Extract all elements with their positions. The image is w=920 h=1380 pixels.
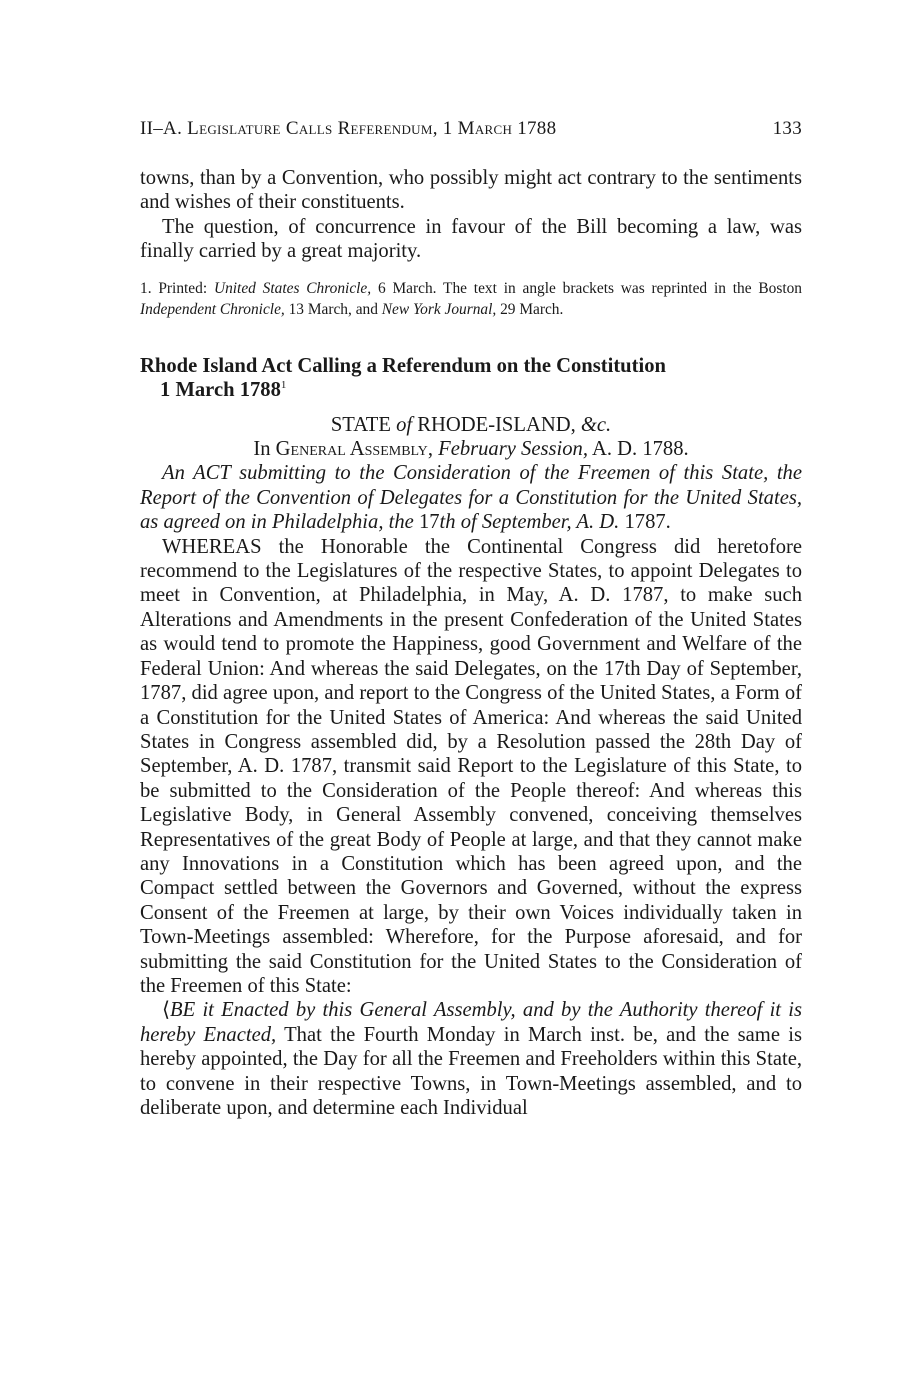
footnote-source-2: Independent Chronicle, — [140, 300, 285, 318]
section-heading — [140, 354, 802, 402]
heading-date: 1 March 1788 — [160, 378, 281, 401]
enactment-paragraph — [140, 998, 802, 1120]
running-head — [140, 118, 802, 140]
assembly-name: General Assembly — [275, 438, 428, 461]
state-of: of — [396, 413, 413, 436]
assembly-year: A. D. 1788. — [587, 438, 689, 461]
act-title-month: th of September, A. D. — [439, 511, 625, 534]
act-title-year: 1787. — [624, 511, 671, 534]
assembly-caption — [140, 437, 802, 461]
enactment-clause: BE it Enacted by this General Assembly, and by the Authority thereof it is hereby Enacted, — [140, 999, 802, 1046]
assembly-session: February Session, — [438, 438, 588, 461]
act-title-text: An ACT submitting to the Consideration of the Freemen of this State, the Report of the Convention of Delegates for a Constitution for the United States, as agreed on in Philadelphia, the — [140, 462, 802, 534]
assembly-in: In — [253, 438, 276, 461]
page-number: 133 — [772, 118, 802, 139]
act-title — [140, 461, 802, 534]
heading-line-2 — [140, 378, 802, 402]
continuation-paragraph: towns, than by a Convention, who possibly might act contrary to the sentiments and wishes of their constituents. — [140, 167, 802, 214]
footnote-text-2: 6 March. The text in angle brackets was reprinted in the Boston — [371, 279, 802, 297]
footnote-text-1: 1. Printed: — [140, 279, 214, 297]
footnote-text-3: 13 March, and — [284, 300, 382, 318]
act-title-day: 17 — [418, 511, 440, 534]
assembly-sep: , — [427, 438, 439, 461]
footnote-text-4: 29 March. — [496, 300, 564, 318]
footnote-source-1: United States Chronicle, — [213, 279, 372, 297]
heading-line-1: Rhode Island Act Calling a Referendum on the Constitution — [140, 354, 666, 377]
angle-bracket: ⟨ — [162, 999, 171, 1022]
heading-footnote-marker: 1 — [280, 378, 287, 391]
whereas-paragraph: WHEREAS the Honorable the Continental Congress did heretofore recommend to the Legislatures of the respective States, to appoint Delegates to meet in Convention, at Philadelphia, in May, A. D. 1787, to make such Alterations and Amendments in the present Confederation of the United States as would tend to promote the Happiness, good Government and Welfare of the Federal Union: And whereas the said Delegates, on the 17th Day of September, 1787, did agree upon, and report to the Congress of the United States, a Form of a Constitution for the United States of America: And whereas the said United States in Congress assembled did, by a Resolution passed the 28th Day of September, A. D. 1787, transmit said Report to the Legislature of this State, to be submitted to the Consideration of the People thereof: And whereas this Legislative Body, in General Assembly convened, conceiving themselves Representatives of the great Body of People at large, and that they cannot make any Innovations in a Constitution which has been agreed upon, and the Compact settled between the Governors and Governed, without the express Consent of the Freemen at large, by their own Voices individually taken in Town-Meetings assembled: Wherefore, for the Purpose aforesaid, and for submitting the said Constitution for the United States to the Consideration of the Freemen of this State: — [140, 535, 802, 997]
running-head-title: II–A. Legislature Calls Referendum, 1 March 1788 — [140, 118, 557, 139]
footnote-source-3: New York Journal, — [381, 300, 497, 318]
enactment-text: That the Fourth Monday in March inst. be, and the same is hereby appointed, the Day for all the Freemen and Freeholders within this State, to convene in their respective Towns, in Town-Meetings assembled, and to deliberate upon, and determine each Individual — [140, 1023, 802, 1119]
concurrence-paragraph: The question, of concurrence in favour of the Bill becoming a law, was finally carried by a great majority. — [140, 215, 802, 263]
state-etc: &c. — [580, 413, 612, 436]
document-page — [140, 118, 802, 1120]
state-caption — [140, 413, 802, 437]
footnote — [140, 278, 802, 320]
state-word: STATE — [330, 413, 397, 436]
state-name: RHODE-ISLAND, — [412, 413, 581, 436]
